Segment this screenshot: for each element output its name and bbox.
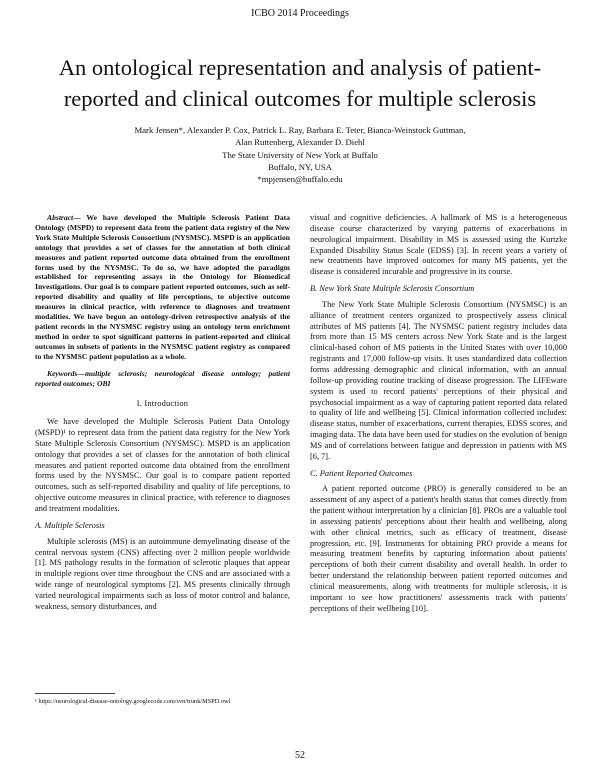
paper-title: An ontological representation and analysis of patient-reported and clinical outcomes for multiple sclerosis [58, 55, 542, 111]
ms-paragraph: Multiple sclerosis (MS) is an autoimmune demyelinating disease of the central nervous system (CNS) affecting over 2 million people worldwide [1]. MS pathology results in the formation of sclerotic plaques that appear in multiple regions over time throughout the CNS and are associated with a wide range of neurological symptoms [2]. MS presents clinically through varied neurological impairments such as loss of motor control and balance, weakness, sensory disturbances, and [35, 536, 290, 611]
footnote-divider [35, 693, 115, 694]
page-number: 52 [295, 750, 305, 761]
abstract-text: — We have developed the Multiple Sclerosis Patient Data Ontology (MSPD) to represent data from the patient data registry of the New York State Multiple Sclerosis Consortium (NYSMSC). MSPD is an application ontology that provides a set of classes for the annotation of both clinical measures and patient reported outcome data obtained from the enrollment forms used by the NYSMSC. To do so, we have adopted the paradigm established for representing assays in the Ontology for Biomedical Investigations. Our goal is to compare patient reported outcomes, such as self-reported disability and quality of life perceptions, to objective outcome measures in clinical practice, with reference to diagnoses and treatment modalities. We have begun an ontology-driven retrospective analysis of the patient records in the NYSMSC registry using an ontology term enrichment method in order to spot significant patterns in patient-reported and clinical outcomes in subsets of patients in the NYSMSC patient registry as compared to the NYSMSC patient population as a whole. [35, 213, 290, 361]
author-list-line-1: Mark Jensen*, Alexander P. Cox, Patrick L. Ray, Barbara E. Teter, Bianca-Weinstock Guttman, [134, 125, 466, 135]
footnote: ¹ https://neurological-disease-ontology.googlecode.com/svn/trunk/MSPD.owl [35, 698, 231, 705]
right-column [310, 213, 567, 620]
affiliation: The State University of New York at Buffalo [222, 149, 378, 160]
abstract-label: Abstract [47, 213, 74, 222]
abstract [35, 213, 290, 362]
left-column [35, 213, 290, 618]
keywords: Keywords—multiple sclerosis; neurological disease ontology; patient reported outcomes; OBI [35, 368, 290, 388]
nysmsc-paragraph: The New York State Multiple Sclerosis Consortium (NYSMSC) is an alliance of treatment centers organized to prospectively assess clinical attributes of MS patients [4]. The NYSMSC patient registry includes data from more than 15 MS centers across New York State and is the largest clinical-based cohort of MS patients in the United States with over 10,000 registrants and 17,000 follow-up visits. It uses standardized data collection forms addressing demographic and clinical information, with an annual follow-up providing routine tracking of disease progression. The LIFEware system is used to record patients' perceptions of their physical and psychosocial impairment as a way of capturing patient reported data related to quality of life and wellbeing [5]. Clinical information collected includes: disease status, number of exacerbations, current therapies, EDSS scores, and imaging data. The data have been used for studies on the evolution of benign MS and of correlations between fatigue and depression in patients with MS [6, 7]. [310, 299, 567, 461]
running-header: ICBO 2014 Proceedings [251, 8, 349, 19]
author-email: *mpjensen@buffalo.edu [257, 174, 343, 185]
author-list-line-2: Alan Ruttenberg, Alexander D. Diehl [235, 137, 365, 148]
subsection-heading-multiple-sclerosis: A. Multiple Sclerosis [35, 520, 105, 530]
subsection-heading-nysmsc: B. New York State Multiple Sclerosis Consortium [310, 284, 475, 294]
subsection-heading-pro: C. Patient Reported Outcomes [310, 468, 413, 478]
section-heading-introduction: I. Introduction [136, 399, 189, 409]
author-block [40, 124, 560, 185]
pro-paragraph: A patient reported outcome (PRO) is generally considered to be an assessment of any aspect of a patient's health status that comes directly from the patient without interpretation by a clinician [8]. PROs are a valuable tool in assessing patients' perceptions about their health and wellbeing, along with other clinical metrics, such as efficacy of treatment, disease progression, etc. [9]. Instruments for obtaining PRO provide a means for measuring treatment benefits by capturing information about patients' perceptions of both their current disability and overall health. In order to better understand the relationship between patient reported outcomes and clinical measurements, along with treatments for multiple sclerosis, it is important to see how practitioners' assessments track with patients' perceptions of their wellbeing [10]. [310, 484, 567, 613]
intro-paragraph: We have developed the Multiple Sclerosis Patient Data Ontology (MSPD)¹ to represent data from the patient data registry for the New York State Multiple Sclerosis Consortium (NYSMSC). MSPD is an application ontology that provides a set of classes for the annotation of both clinical measures and patient reported outcome data obtained from the enrollment forms used by the NYSMSC. Our goal is to compare patient reported outcomes, such as self-reported disability and quality of life perceptions, to objective outcome measures in clinical practice, with reference to diagnoses and treatment modalities. [35, 417, 290, 513]
location: Buffalo, NY, USA [268, 161, 332, 172]
ms-paragraph-continued: visual and cognitive deficiencies. A hallmark of MS is a heterogeneous disease course characterized by varying patterns of exacerbations in neurological impairment. Disability in MS is assessed using the Kurtzke Expanded Disability Status Scale (EDSS) [3]. In recent years a variety of new treatments have improved outcomes for many MS patients, yet the disease is considered incurable and progressive in its course. [310, 213, 567, 277]
